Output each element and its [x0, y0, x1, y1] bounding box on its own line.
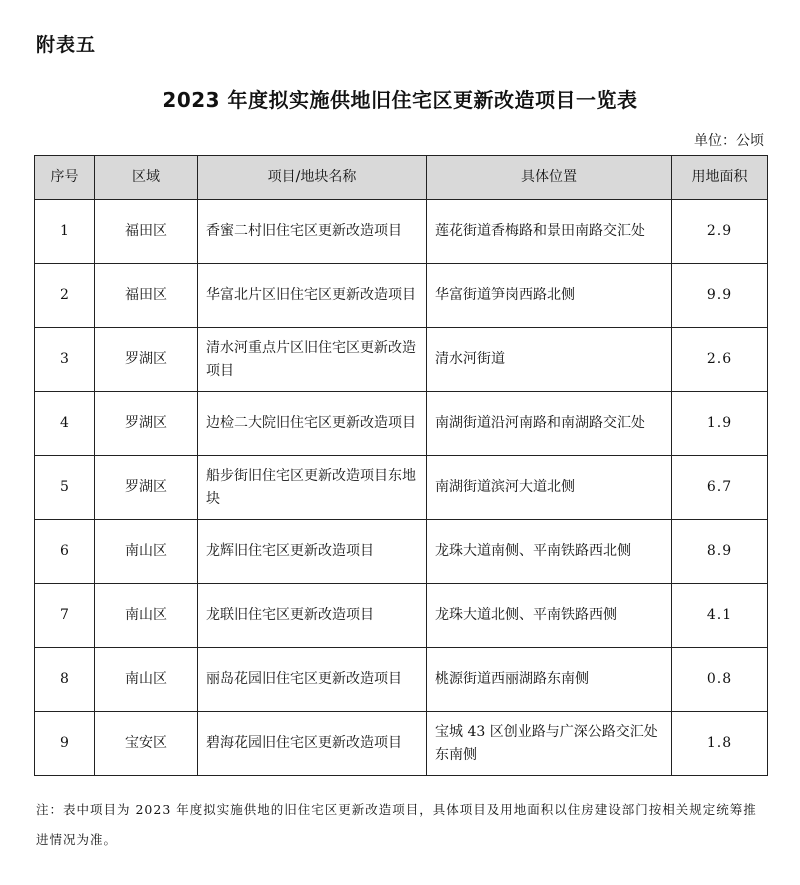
cell-area: 9.9: [672, 264, 768, 328]
table-row: [35, 264, 768, 328]
header-project: 项目/地块名称: [198, 156, 427, 200]
cell-project: 香蜜二村旧住宅区更新改造项目: [198, 200, 427, 264]
table-row: [35, 648, 768, 712]
unit-label: 单位：公顷: [694, 133, 764, 149]
cell-district: 福田区: [95, 200, 198, 264]
cell-location: 南湖街道沿河南路和南湖路交汇处: [427, 392, 672, 456]
cell-no: 1: [35, 200, 95, 264]
table-row: [35, 392, 768, 456]
cell-project: 船步街旧住宅区更新改造项目东地块: [198, 456, 427, 520]
cell-project: 华富北片区旧住宅区更新改造项目: [198, 264, 427, 328]
cell-area: 2.9: [672, 200, 768, 264]
table-row: [35, 712, 768, 776]
appendix-label: 附表五: [36, 34, 97, 56]
cell-district: 罗湖区: [95, 328, 198, 392]
cell-district: 南山区: [95, 648, 198, 712]
cell-no: 4: [35, 392, 95, 456]
cell-district: 南山区: [95, 584, 198, 648]
cell-no: 7: [35, 584, 95, 648]
cell-no: 8: [35, 648, 95, 712]
cell-area: 1.9: [672, 392, 768, 456]
table-row: [35, 200, 768, 264]
cell-location: 龙珠大道南侧、平南铁路西北侧: [427, 520, 672, 584]
header-no: 序号: [35, 156, 95, 200]
cell-no: 3: [35, 328, 95, 392]
page-title: 2023 年度拟实施供地旧住宅区更新改造项目一览表: [162, 88, 638, 112]
cell-project: 龙联旧住宅区更新改造项目: [198, 584, 427, 648]
cell-no: 6: [35, 520, 95, 584]
cell-project: 碧海花园旧住宅区更新改造项目: [198, 712, 427, 776]
cell-location: 华富街道笋岗西路北侧: [427, 264, 672, 328]
cell-district: 罗湖区: [95, 392, 198, 456]
header-area: 用地面积: [672, 156, 768, 200]
cell-location: 清水河街道: [427, 328, 672, 392]
cell-area: 8.9: [672, 520, 768, 584]
cell-district: 福田区: [95, 264, 198, 328]
cell-location: 宝城 43 区创业路与广深公路交汇处东南侧: [427, 712, 672, 776]
cell-location: 桃源街道西丽湖路东南侧: [427, 648, 672, 712]
header-location: 具体位置: [427, 156, 672, 200]
cell-area: 0.8: [672, 648, 768, 712]
footnote: 注：表中项目为 2023 年度拟实施供地的旧住宅区更新改造项目，具体项目及用地面积以住房建设部门按相关规定统筹推进情况为准。: [36, 802, 757, 847]
cell-project: 龙辉旧住宅区更新改造项目: [198, 520, 427, 584]
cell-project: 丽岛花园旧住宅区更新改造项目: [198, 648, 427, 712]
cell-project: 边检二大院旧住宅区更新改造项目: [198, 392, 427, 456]
cell-location: 南湖街道滨河大道北侧: [427, 456, 672, 520]
cell-no: 5: [35, 456, 95, 520]
cell-area: 2.6: [672, 328, 768, 392]
cell-location: 莲花街道香梅路和景田南路交汇处: [427, 200, 672, 264]
cell-area: 4.1: [672, 584, 768, 648]
project-table: [34, 155, 768, 776]
table-row: [35, 520, 768, 584]
table-row: [35, 456, 768, 520]
cell-district: 罗湖区: [95, 456, 198, 520]
cell-district: 南山区: [95, 520, 198, 584]
cell-no: 9: [35, 712, 95, 776]
cell-district: 宝安区: [95, 712, 198, 776]
cell-project: 清水河重点片区旧住宅区更新改造项目: [198, 328, 427, 392]
cell-area: 1.8: [672, 712, 768, 776]
cell-no: 2: [35, 264, 95, 328]
cell-area: 6.7: [672, 456, 768, 520]
cell-location: 龙珠大道北侧、平南铁路西侧: [427, 584, 672, 648]
table-row: [35, 584, 768, 648]
header-district: 区域: [95, 156, 198, 200]
table-row: [35, 328, 768, 392]
table-header-row: [35, 156, 768, 200]
